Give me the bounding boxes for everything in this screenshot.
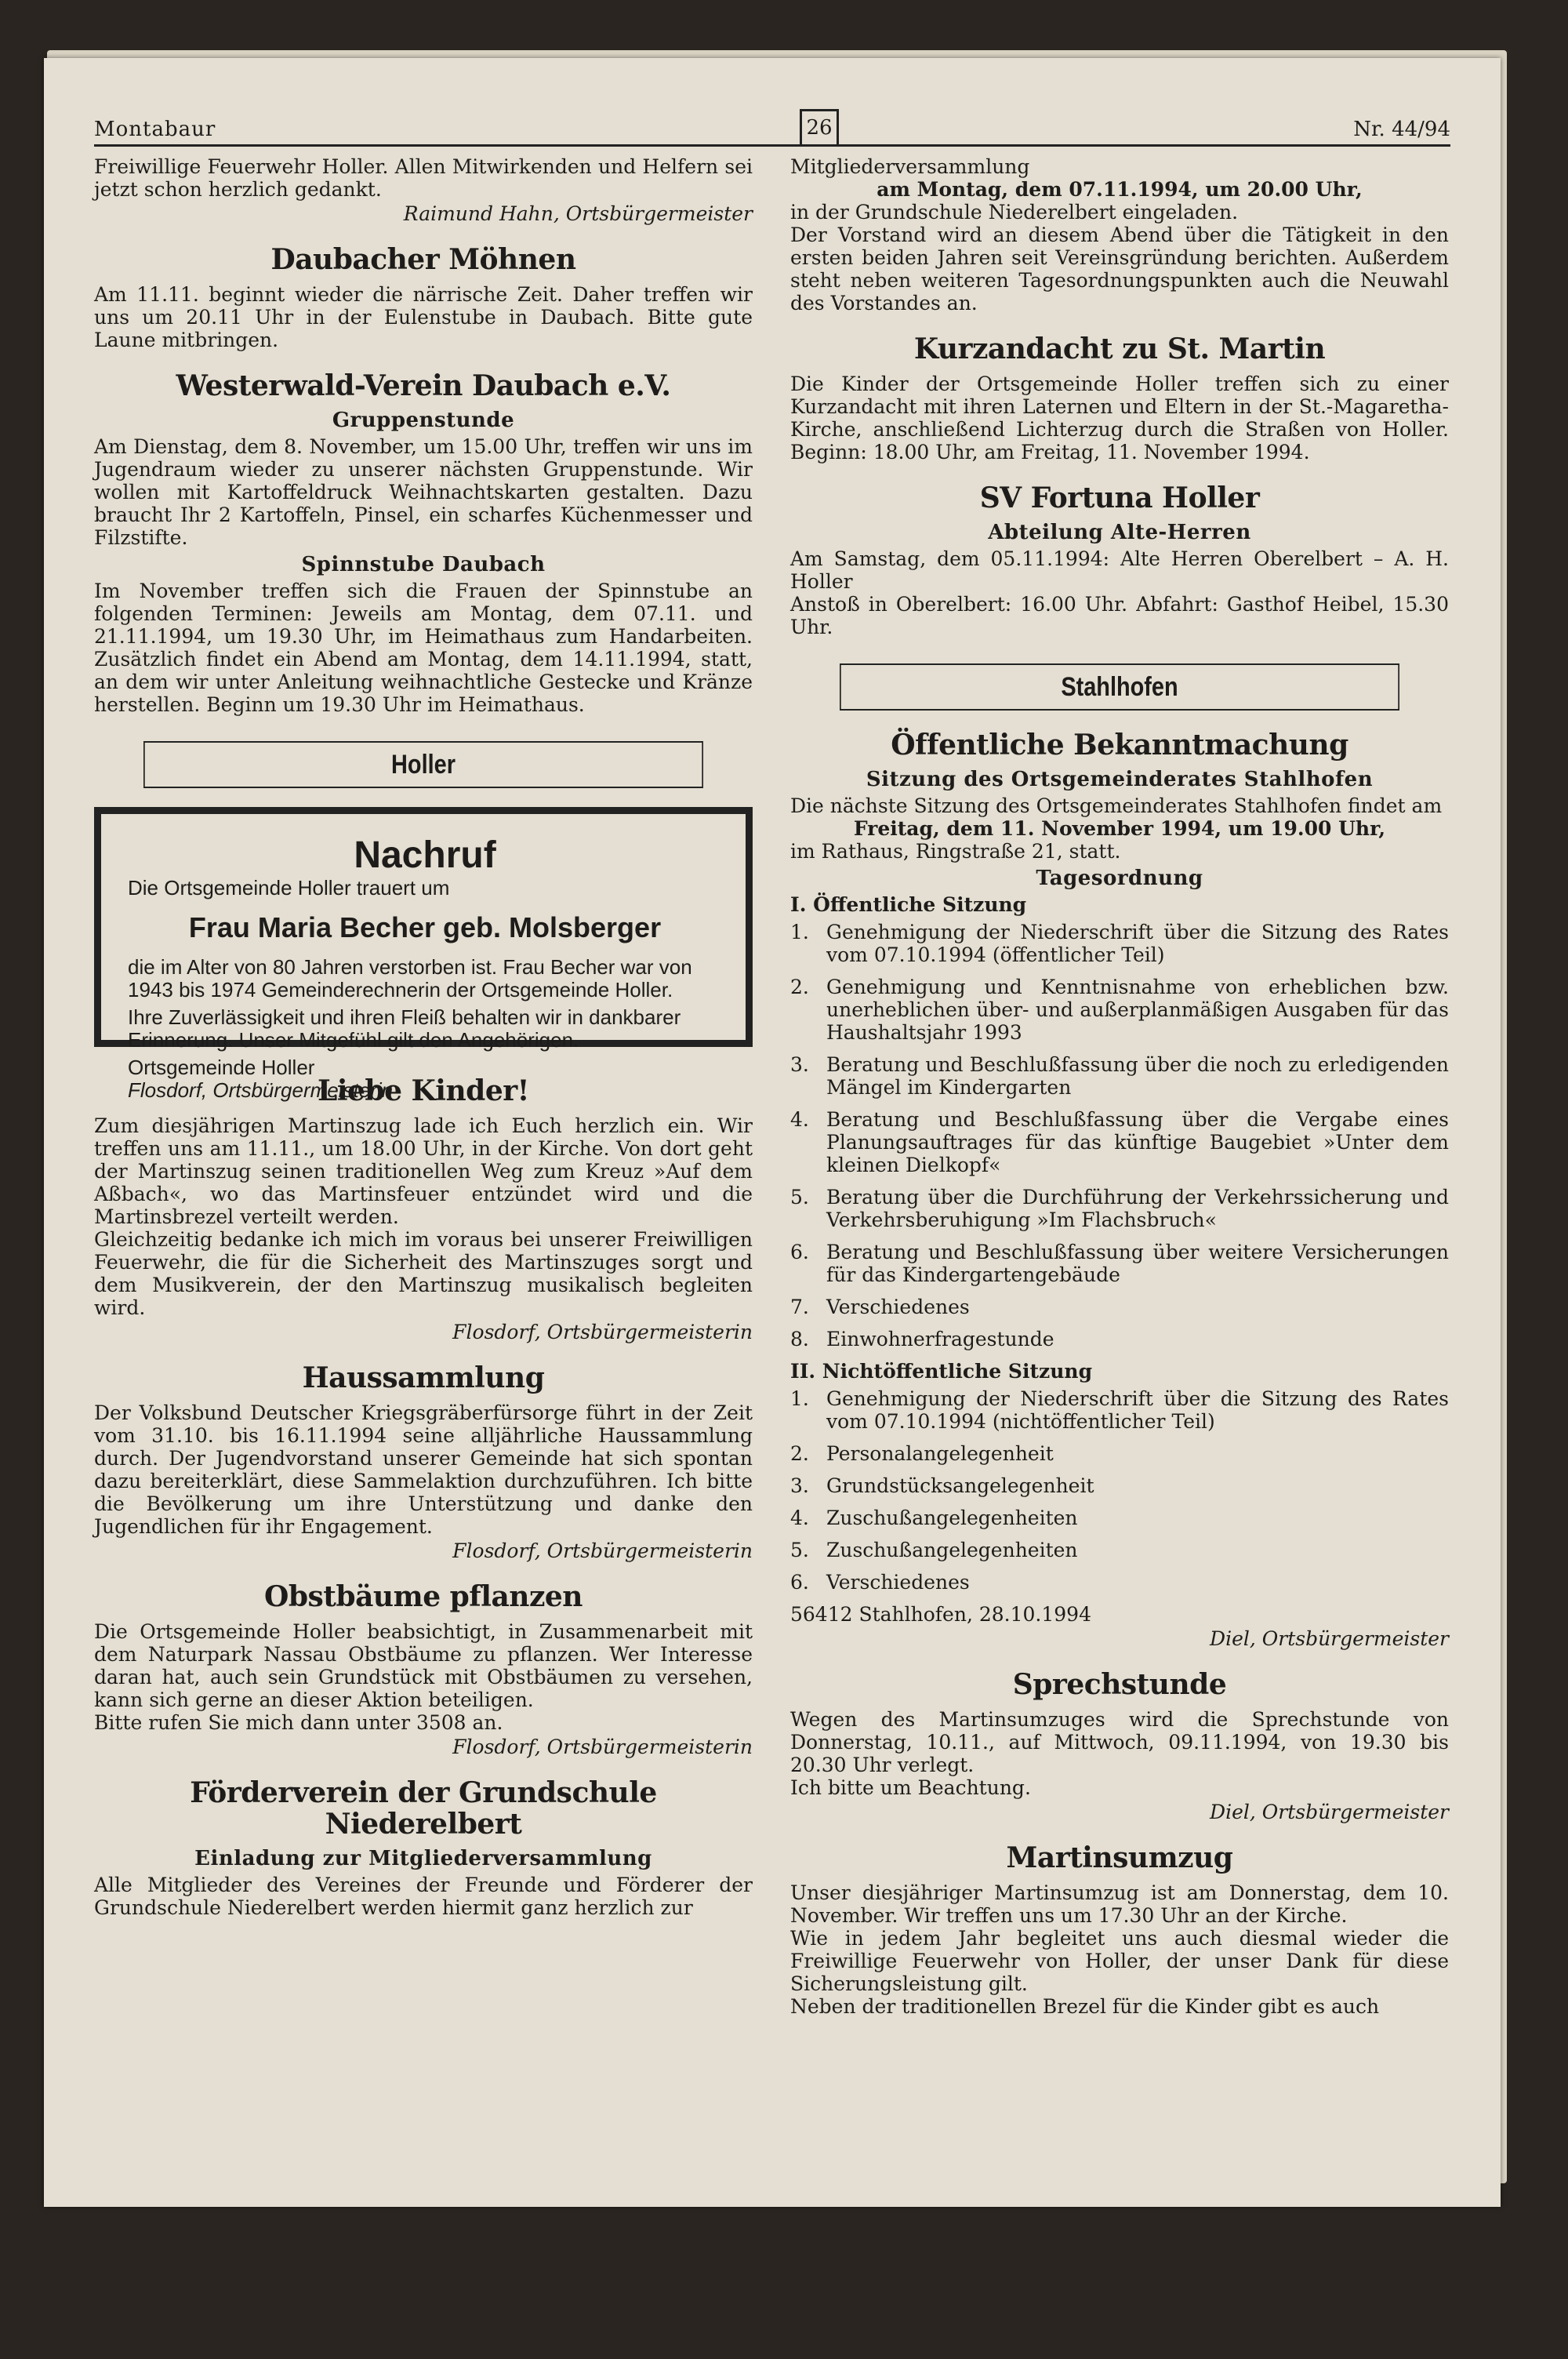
intro-text: Freiwillige Feuerwehr Holler. Allen Mitwirkenden und Helfern sei jetzt schon herzlich gedankt. bbox=[94, 155, 753, 201]
bekanntmachung-text-2: im Rathaus, Ringstraße 21, statt. bbox=[790, 840, 1121, 863]
bekanntmachung-date: Freitag, dem 11. November 1994, um 19.00 Uhr, bbox=[853, 817, 1386, 840]
haussammlung-text: Der Volksbund Deutscher Kriegsgräberfürsorge führt in der Zeit vom 31.10. bis 16.11.1994 seine alljährliche Haussammlung durch. Der Jugendvorstand unserer Gemeinde hat sich spontan dazu bereiterklärt, diese Sammelaktion durchzuführen. Ich bitte die Bevölkerung um ihre Unterstützung und danke den Jugendlichen für ihr Engagement. bbox=[94, 1401, 753, 1538]
agenda-item: 2. Personalangelegenheit bbox=[790, 1442, 1054, 1465]
gruppenstunde-text: Am Dienstag, dem 8. November, um 15.00 Uhr, treffen wir uns im Jugendraum wieder zu unserer nächsten Gruppenstunde. Wir wollen mit Kartoffeldruck Weihnachtskarten gestalten. Dazu braucht Ihr 2 Kartoffeln, Pinsel, ein scharfes Küchenmesser und Filzstifte. bbox=[94, 435, 753, 549]
obituary-sign-2: Flosdorf, Ortsbürgermeisterin bbox=[128, 1078, 394, 1102]
agenda-item: 2. Genehmigung und Kenntnisnahme von erheblichen bzw. unerheblichen über- und außerplanmäßigen Ausgaben für das Haushaltsjahr 1993 bbox=[790, 976, 1449, 1044]
obituary-intro: Die Ortsgemeinde Holler trauert um bbox=[128, 876, 450, 900]
foerder-cont-2: in der Grundschule Niederelbert eingeladen. bbox=[790, 201, 1239, 224]
section-holler: Holler bbox=[143, 741, 703, 788]
newspaper-page bbox=[44, 58, 1501, 2207]
bekanntmachung-ort: 56412 Stahlhofen, 28.10.1994 bbox=[790, 1603, 1091, 1626]
obstbaeume-title: Obstbäume pflanzen bbox=[264, 1580, 583, 1613]
sprechstunde-text-2: Ich bitte um Beachtung. bbox=[790, 1776, 1031, 1799]
kinder-title: Liebe Kinder! bbox=[318, 1074, 529, 1107]
martinsumzug-text-1: Unser diesjähriger Martinsumzug ist am Donnerstag, dem 10. November. Wir treffen uns um 17.30 Uhr an der Kirche. bbox=[790, 1881, 1449, 1927]
nichtoeffentliche-sitzung-title: II. Nichtöffentliche Sitzung bbox=[790, 1360, 1093, 1383]
nichtoeffentliche-sitzung-list bbox=[790, 1387, 1449, 1594]
westerwald-title: Westerwald-Verein Daubach e.V. bbox=[176, 369, 671, 402]
sprechstunde-signature: Diel, Ortsbürgermeister bbox=[1210, 1801, 1449, 1823]
bekanntmachung-signature: Diel, Ortsbürgermeister bbox=[1210, 1627, 1449, 1650]
agenda-item: 4. Zuschußangelegenheiten bbox=[790, 1507, 1078, 1529]
kurzandacht-text: Die Kinder der Ortsgemeinde Holler treffen sich zu einer Kurzandacht mit ihren Laternen und Eltern in der St.-Magaretha-Kirche, anschließend Lichterzug durch die Straßen von Holler. Beginn: 18.00 Uhr, am Freitag, 11. November 1994. bbox=[790, 373, 1449, 463]
obstbaeume-text-2: Bitte rufen Sie mich dann unter 3508 an. bbox=[94, 1711, 503, 1734]
obituary-name: Frau Maria Becher geb. Molsberger bbox=[188, 911, 662, 943]
issue-number: Nr. 44/94 bbox=[1353, 118, 1450, 141]
bekanntmachung-text-1: Die nächste Sitzung des Ortsgemeinderates Stahlhofen findet am bbox=[790, 794, 1443, 817]
foerderverein-title: Förderverein der Grundschule Niederelbert bbox=[190, 1776, 657, 1841]
agenda-item: 4. Beratung und Beschlußfassung über die Vergabe eines Planungsauftrages für das künftige Baugebiet »Unter dem kleinen Dielkopf« bbox=[790, 1108, 1449, 1176]
agenda-item: 5. Beratung über die Durchführung der Verkehrssicherung und Verkehrsberuhigung »Im Flachsbruch« bbox=[790, 1186, 1449, 1231]
fortuna-text-2: Anstoß in Oberelbert: 16.00 Uhr. Abfahrt: Gasthof Heibel, 15.30 Uhr. bbox=[790, 593, 1449, 638]
haussammlung-title: Haussammlung bbox=[302, 1361, 545, 1394]
sprechstunde-text-1: Wegen des Martinsumzuges wird die Sprechstunde von Donnerstag, 10.11., auf Mittwoch, 09.11.1994, von 19.30 bis 20.30 Uhr verlegt. bbox=[790, 1708, 1449, 1776]
header-town: Montabaur bbox=[94, 118, 216, 141]
agenda-item: 1. Genehmigung der Niederschrift über die Sitzung des Rates vom 07.10.1994 (nichtöffentlicher Teil) bbox=[790, 1387, 1449, 1433]
moehnen-title: Daubacher Möhnen bbox=[270, 243, 576, 276]
agenda-item: 5. Zuschußangelegenheiten bbox=[790, 1539, 1078, 1561]
foerderverein-subtitle: Einladung zur Mitgliederversammlung bbox=[194, 1847, 652, 1870]
gruppenstunde-title: Gruppenstunde bbox=[332, 409, 515, 432]
obituary-sign-1: Ortsgemeinde Holler bbox=[128, 1056, 315, 1079]
fortuna-text-1: Am Samstag, dem 05.11.1994: Alte Herren Oberelbert – A. H. Holler bbox=[790, 547, 1449, 593]
foerder-cont-3: Der Vorstand wird an diesem Abend über die Tätigkeit in den ersten beiden Jahren seit Vereinsgründung berichten. Außerdem steht neben weiteren Tagesordnungspunkten auch die Neuwahl des Vorstandes an. bbox=[790, 224, 1449, 314]
haussammlung-signature: Flosdorf, Ortsbürgermeisterin bbox=[452, 1539, 753, 1562]
agenda-item: 8. Einwohnerfragestunde bbox=[790, 1328, 1054, 1350]
right-column bbox=[790, 155, 1449, 2018]
page-header bbox=[94, 113, 1450, 147]
obituary-title: Nachruf bbox=[354, 834, 496, 876]
martinsumzug-text-2: Wie in jedem Jahr begleitet uns auch diesmal wieder die Freiwillige Feuerwehr von Holler, der unser Dank für diese Sicherungsleistung gilt. bbox=[790, 1927, 1449, 1995]
spinnstube-title: Spinnstube Daubach bbox=[301, 553, 546, 576]
moehnen-text: Am 11.11. beginnt wieder die närrische Zeit. Daher treffen wir uns um 20.11 Uhr in der Eulenstube in Daubach. Bitte gute Laune mitbringen. bbox=[94, 283, 753, 351]
oeffentliche-sitzung-title: I. Öffentliche Sitzung bbox=[790, 893, 1027, 916]
obstbaeume-signature: Flosdorf, Ortsbürgermeisterin bbox=[452, 1736, 753, 1758]
fortuna-subtitle: Abteilung Alte-Herren bbox=[988, 521, 1251, 544]
agenda-item: 6. Verschiedenes bbox=[790, 1571, 970, 1594]
obituary-text-2: Ihre Zuverlässigkeit und ihren Fleiß behalten wir in dankbarer Erinnerung. Unser Mitgefühl gilt den Angehörigen. bbox=[128, 1005, 681, 1052]
left-column bbox=[94, 155, 753, 1919]
agenda-item: 7. Verschiedenes bbox=[790, 1296, 970, 1318]
obstbaeume-text-1: Die Ortsgemeinde Holler beabsichtigt, in Zusammenarbeit mit dem Naturpark Nassau Obstbäume zu pflanzen. Wer Interesse daran hat, auch sein Grundstück mit Obstbäumen zu versehen, kann sich gerne an dieser Aktion beteiligen. bbox=[94, 1620, 753, 1711]
foerder-date: am Montag, dem 07.11.1994, um 20.00 Uhr, bbox=[877, 178, 1363, 201]
intro-signature: Raimund Hahn, Ortsbürgermeister bbox=[403, 202, 753, 225]
agenda-item: 6. Beratung und Beschlußfassung über weitere Versicherungen für das Kindergartengebäude bbox=[790, 1241, 1449, 1286]
martinsumzug-text-3: Neben der traditionellen Brezel für die Kinder gibt es auch bbox=[790, 1995, 1380, 2018]
bekanntmachung-title: Öffentliche Bekanntmachung bbox=[891, 729, 1348, 761]
section-stahlhofen: Stahlhofen bbox=[840, 663, 1399, 711]
obituary-text-1: die im Alter von 80 Jahren verstorben ist. Frau Becher war von 1943 bis 1974 Gemeinderechnerin der Ortsgemeinde Holler. bbox=[128, 955, 692, 1001]
foerder-cont-1: Mitgliederversammlung bbox=[790, 155, 1030, 178]
tagesordnung-title: Tagesordnung bbox=[1036, 867, 1203, 890]
kinder-text-2: Gleichzeitig bedanke ich mich im voraus bei unserer Freiwilligen Feuerwehr, die für die Sicherheit des Martinszuges sorgt und dem Musikverein, der den Martinszug musikalisch begleiten wird. bbox=[94, 1228, 753, 1319]
foerderverein-text: Alle Mitglieder des Vereines der Freunde und Förderer der Grundschule Niederelbert werden hiermit ganz herzlich zur bbox=[94, 1874, 753, 1919]
bekanntmachung-subtitle: Sitzung des Ortsgemeinderates Stahlhofen bbox=[866, 768, 1374, 791]
spinnstube-text: Im November treffen sich die Frauen der Spinnstube an folgenden Terminen: Jeweils am Montag, dem 07.11. und 21.11.1994, um 19.30 Uhr, im Heimathaus zum Handarbeiten. Zusätzlich findet ein Abend am Montag, dem 14.11.1994, statt, an dem wir unter Anleitung weihnachtliche Gestecke und Kränze herstellen. Beginn um 19.30 Uhr im Heimathaus. bbox=[94, 580, 753, 716]
sprechstunde-title: Sprechstunde bbox=[1012, 1668, 1227, 1701]
kinder-signature: Flosdorf, Ortsbürgermeisterin bbox=[452, 1321, 753, 1343]
agenda-item: 3. Grundstücksangelegenheit bbox=[790, 1474, 1094, 1497]
kinder-text-1: Zum diesjährigen Martinszug lade ich Euch herzlich ein. Wir treffen uns am 11.11., um 18.00 Uhr, in der Kirche. Von dort geht der Martinszug seinen traditionellen Weg zum Kreuz »Auf dem Aßbach«, wo das Martinsfeuer entzündet wird und die Martinsbrezel verteilt werden. bbox=[94, 1114, 753, 1228]
agenda-item: 3. Beratung und Beschlußfassung über die noch zu erledigenden Mängel im Kindergarten bbox=[790, 1053, 1449, 1099]
martinsumzug-title: Martinsumzug bbox=[1006, 1841, 1233, 1874]
oeffentliche-sitzung-list bbox=[790, 921, 1449, 1350]
kurzandacht-title: Kurzandacht zu St. Martin bbox=[913, 333, 1326, 365]
agenda-item: 1. Genehmigung der Niederschrift über die Sitzung des Rates vom 07.10.1994 (öffentlicher Teil) bbox=[790, 921, 1449, 966]
page-number: 26 bbox=[800, 109, 839, 147]
fortuna-title: SV Fortuna Holler bbox=[979, 482, 1260, 514]
